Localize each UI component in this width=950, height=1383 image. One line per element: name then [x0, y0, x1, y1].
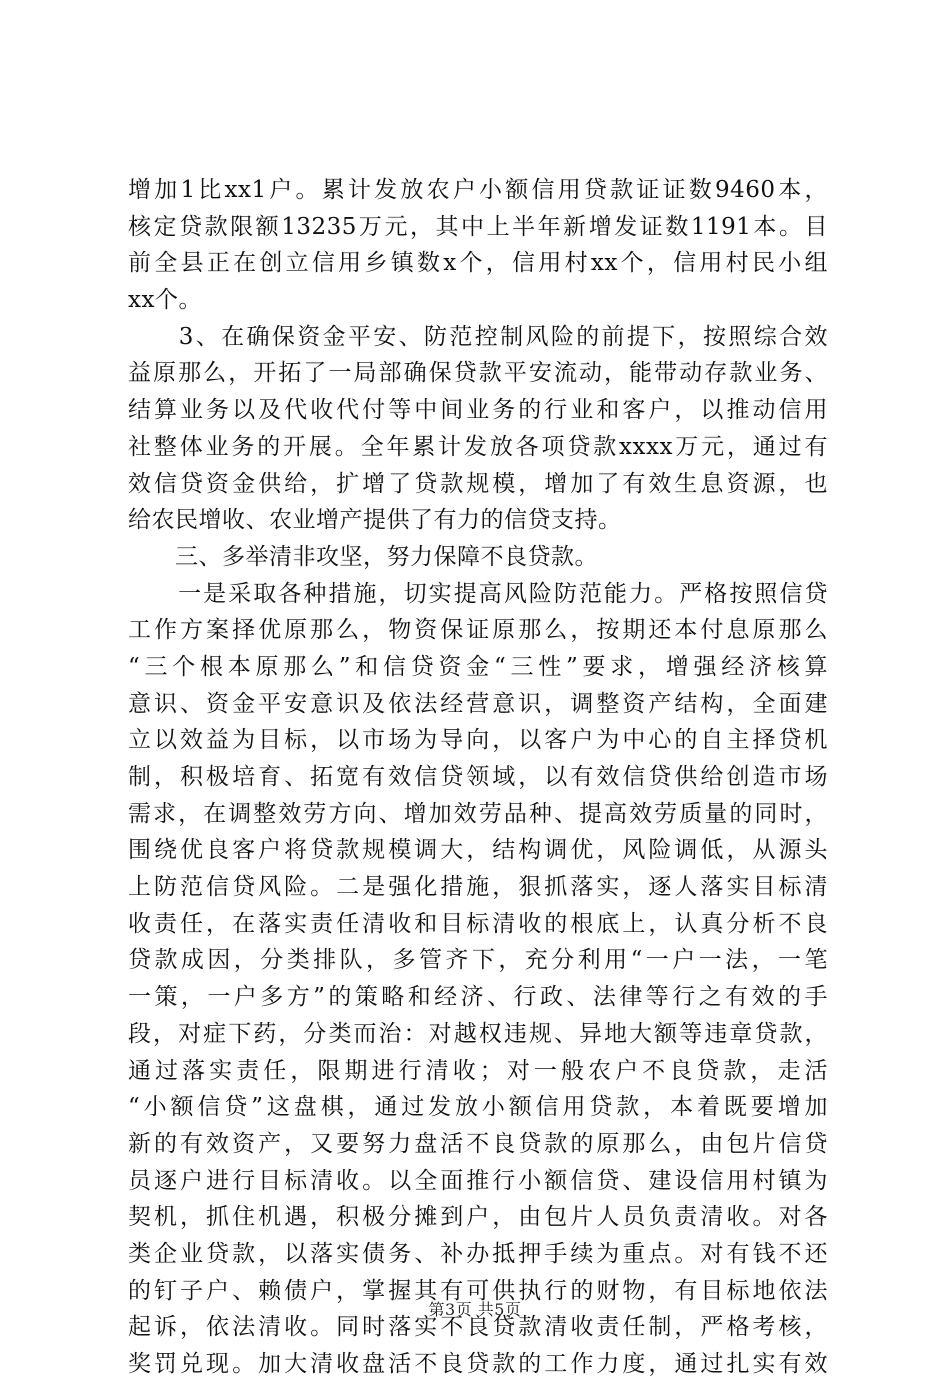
text-line: 围绕优良客户将贷款规模调大，结构调优，风险调低，从源头	[128, 837, 828, 864]
text-line: 奖罚兑现。加大清收盘活不良贷款的工作力度，通过扎实有效	[128, 1351, 828, 1377]
text-line: 工作方案择优原那么，物资保证原那么，按期还本付息原那么	[128, 617, 828, 644]
document-body	[128, 172, 828, 1383]
text-line: 前全县正在创立信用乡镇数x个，信用村xx个，信用村民小组	[128, 250, 828, 277]
text-line: 上防范信贷风险。二是强化措施，狠抓落实，逐人落实目标清	[128, 874, 828, 901]
text-line: 益原那么，开拓了一局部确保贷款平安流动，能带动存款业务、	[128, 360, 828, 387]
text-line: 立以效益为目标，以市场为导向，以客户为中心的自主择贷机	[128, 727, 828, 754]
text-line: 3、在确保资金平安、防范控制风险的前提下，按照综合效	[128, 323, 828, 350]
page-number-footer: 第3页 共5页	[428, 1300, 522, 1319]
text-line: 核定贷款限额13235万元，其中上半年新增发证数1191本。目	[128, 213, 828, 240]
text-line: 社整体业务的开展。全年累计发放各项贷款xxxx万元，通过有	[128, 433, 828, 460]
text-line: xx个。	[128, 287, 202, 314]
text-line: 一是采取各种措施，切实提高风险防范能力。严格按照信贷	[128, 580, 828, 607]
text-line: 段，对症下药，分类而治：对越权违规、异地大额等违章贷款，	[128, 1020, 828, 1047]
text-line: 起诉，依法清收。同时落实不良贷款清收责任制，严格考核，	[128, 1314, 828, 1341]
text-line: 员逐户进行目标清收。以全面推行小额信贷、建设信用村镇为	[128, 1167, 828, 1194]
text-line: 契机，抓住机遇，积极分摊到户，由包片人员负责清收。对各	[128, 1204, 828, 1231]
text-line: 贷款成因，分类排队，多管齐下，充分利用“一户一法，一笔	[128, 947, 828, 974]
section-heading: 三、多举清非攻坚，努力保障不良贷款。	[128, 543, 598, 570]
text-line: 制，积极培育、拓宽有效信贷领域，以有效信贷供给创造市场	[128, 764, 828, 790]
text-line: “小额信贷”这盘棋，通过发放小额信用贷款，本着既要增加	[128, 1094, 828, 1121]
text-line: 通过落实责任，限期进行清收；对一般农户不良贷款，走活	[128, 1057, 828, 1084]
text-line: 给农民增收、农业增产提供了有力的信贷支持。	[128, 507, 622, 534]
text-line: 的钉子户、赖债户，掌握其有可供执行的财物，有目标地依法	[128, 1277, 828, 1304]
text-line: 增加1比xx1户。累计发放农户小额信用贷款证证数9460本，	[128, 177, 828, 203]
text-line: “三个根本原那么”和信贷资金“三性”要求，增强经济核算	[128, 653, 828, 680]
text-line: 类企业贷款，以落实债务、补办抵押手续为重点。对有钱不还	[128, 1240, 828, 1267]
text-line: 需求，在调整效劳方向、增加效劳品种、提高效劳质量的同时，	[128, 800, 828, 827]
text-line: 意识、资金平安意识及依法经营意识，调整资产结构，全面建	[128, 690, 828, 717]
text-line: 收责任，在落实责任清收和目标清收的根底上，认真分析不良	[128, 910, 828, 937]
text-line: 新的有效资产，又要努力盘活不良贷款的原那么，由包片信贷	[128, 1130, 828, 1157]
text-line: 一策，一户多方”的策略和经济、行政、法律等行之有效的手	[128, 984, 828, 1011]
text-line: 结算业务以及代收代付等中间业务的行业和客户，以推动信用	[128, 397, 828, 424]
text-line: 效信贷资金供给，扩增了贷款规模，增加了有效生息资源，也	[128, 470, 828, 497]
